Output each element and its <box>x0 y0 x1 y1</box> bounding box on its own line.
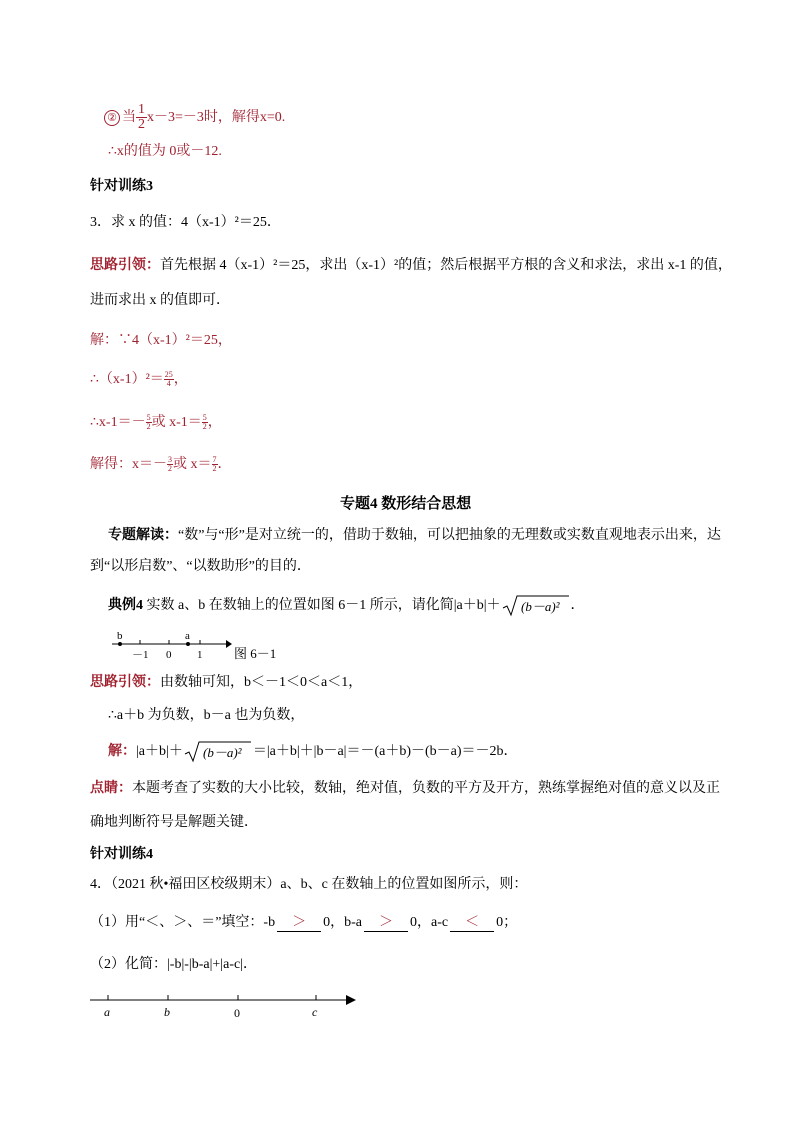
figure-caption: 图 6－1 <box>234 646 277 661</box>
number-line-problem-4 <box>88 990 368 1022</box>
sqrt-symbol <box>501 594 571 618</box>
problem-4-part-1: （1）用“＜、＞、＝”填空：-b ＞ 0，b-a ＞ 0，a-c ＜ 0； <box>90 915 518 930</box>
answer-blank-1: ＞ <box>277 915 321 932</box>
number-line-figure-6-1 <box>108 628 308 664</box>
svg-text:(b－a)²: (b－a)² <box>202 745 242 760</box>
hint-1-line-b: 进而求出 x 的值即可． <box>90 293 230 308</box>
fraction-half: $\frac{1}{2}$ <box>138 102 145 133</box>
solution-step-4: 解得：x＝－ $\frac{3}{2}$ 或 x＝ $\frac{7}{2}$ ． <box>90 455 232 474</box>
tick-0: 0 <box>166 649 172 661</box>
label-b: b <box>117 630 123 642</box>
label-a: a <box>185 630 190 642</box>
tick-1: 1 <box>197 649 203 661</box>
heading-training-3: 针对训练3 <box>90 179 153 194</box>
line-case-2: ② 当 $\frac{1}{2}$ x－3=－3时，解得x=0. <box>104 100 285 136</box>
label-a-2: a <box>104 1005 110 1019</box>
label-c: c <box>312 1005 318 1019</box>
circled-number: ② <box>104 110 120 126</box>
example-4: 典例4 实数 a、b 在数轴上的位置如图 6－1 所示，请化简|a＋b|＋ (b－a)² ． <box>108 594 585 618</box>
hint-2-line-2: ∴a＋b 为负数，b－a 也为负数， <box>108 708 305 723</box>
intro-line-b: 到“以形启数”、“以数助形”的目的． <box>90 559 311 574</box>
problem-4: 4．（2021 秋•福田区校级期末）a、b、c 在数轴上的位置如图所示，则： <box>90 877 528 892</box>
point-a <box>186 642 190 646</box>
answer-blank-3: ＜ <box>450 915 494 932</box>
problem-4-part-2: （2）化简：|-b|-|b-a|+|a-c|． <box>90 957 258 972</box>
section-title: 专题4 数形结合思想 <box>340 496 472 512</box>
heading-training-4: 针对训练4 <box>90 847 153 862</box>
solution-2: 解：|a＋b|＋ (b－a)² ＝|a＋b|＋|b－a|＝－(a＋b)－(b－a)＝－2b． <box>108 740 518 764</box>
result-line: ∴x的值为 0或－12. <box>108 144 222 159</box>
solution-step-3: ∴x-1＝－ $\frac{5}{2}$ 或 x-1＝ $\frac{5}{2}$ ， <box>90 413 222 432</box>
intro-line-a: 专题解读：“数”与“形”是对立统一的，借助于数轴，可以把抽象的无理数或实数直观地表示出来，达 <box>108 528 721 543</box>
hint-label: 思路引领： <box>90 258 160 273</box>
label-b-2: b <box>164 1005 170 1019</box>
solution-step-1: 解：∵4（x-1）²＝25， <box>90 333 232 348</box>
key-point-a: 点睛：本题考查了实数的大小比较，数轴，绝对值，负数的平方及开方，熟练掌握绝对值的意义以及正 <box>90 781 720 796</box>
key-point-b: 确地判断符号是解题关键． <box>90 815 258 830</box>
svg-text:(b－a)²: (b－a)² <box>520 599 560 614</box>
point-b <box>118 642 122 646</box>
answer-blank-2: ＞ <box>364 915 408 932</box>
tick-minus-1: －1 <box>132 649 149 661</box>
sqrt-symbol-2 <box>183 740 253 764</box>
hint-1-line-a: 思路引领：首先根据 4（x-1）²＝25，求出（x-1）²的值；然后根据平方根的含义和求法，求出 x-1 的值， <box>90 258 732 273</box>
hint-2: 思路引领：由数轴可知，b＜－1＜0＜a＜1， <box>90 675 363 690</box>
solution-step-2: ∴（x-1）²＝ $\frac{25}{4}$ ， <box>90 370 188 389</box>
problem-3: 3．求 x 的值：4（x-1）²＝25． <box>90 215 281 230</box>
label-zero: 0 <box>234 1006 240 1020</box>
